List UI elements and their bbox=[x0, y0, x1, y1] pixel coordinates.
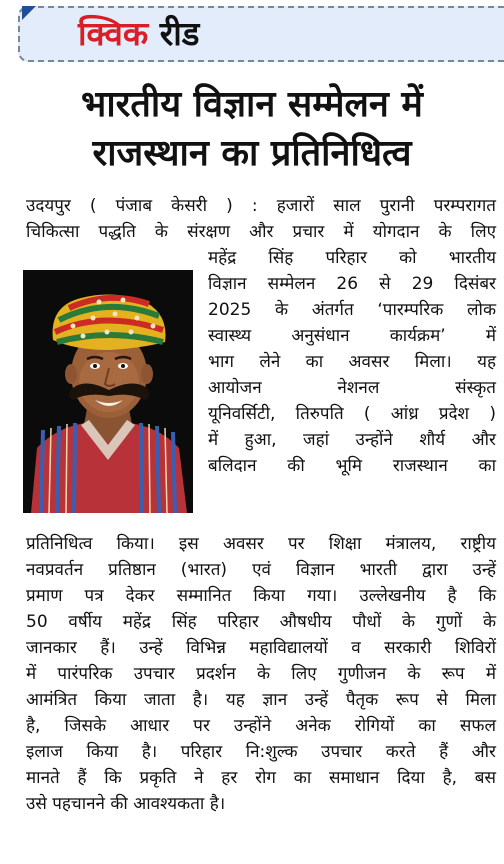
article-column-beside-photo bbox=[208, 245, 496, 479]
text-line: जानकार हैं। उन्हें विभिन्न महाविद्यालयों व सरकारी शिविरों bbox=[26, 638, 496, 658]
text-line: है, जिसके आधार पर उन्होंने अनेक रोगियों का सफल bbox=[26, 716, 496, 736]
headline-line-2: राजस्थान का प्रतिनिधित्व bbox=[92, 133, 412, 174]
section-tag-red: क्विक bbox=[78, 14, 149, 53]
text-line: में हुआ, जहां उन्होंने शौर्य और bbox=[208, 430, 496, 450]
portrait-photo bbox=[23, 270, 193, 513]
text-line: चिकित्सा पद्धति के संरक्षण और प्रचार में योगदान के लिए bbox=[26, 222, 496, 242]
headline bbox=[0, 80, 504, 178]
portrait-illustration bbox=[23, 270, 193, 513]
text-line: 2025 के अंतर्गत ‘पारम्परिक लोक bbox=[208, 300, 496, 320]
text-line: यूनिवर्सिटी, तिरुपति ( आंध्र प्रदेश ) bbox=[208, 404, 496, 424]
text-line: भाग लेने का अवसर मिला। यह bbox=[208, 352, 496, 372]
article-intro bbox=[26, 193, 496, 245]
text-line: मानते हैं कि प्रकृति ने हर रोग का समाधान दिया है, बस bbox=[26, 768, 496, 788]
text-line: बलिदान की भूमि राजस्थान का bbox=[208, 456, 496, 476]
text-line: में पारंपरिक उपचार प्रदर्शन के लिए गुणीजन के रूप में bbox=[26, 664, 496, 684]
text-line: इलाज किया है। परिहार नि:शुल्क उपचार करते हैं और bbox=[26, 742, 496, 762]
text-line: महेंद्र सिंह परिहार को भारतीय bbox=[208, 248, 496, 268]
text-line: 50 वर्षीय महेंद्र सिंह परिहार औषधीय पौधों के गुणों के bbox=[26, 612, 496, 632]
text-line: प्रतिनिधित्व किया। इस अवसर पर शिक्षा मंत्रालय, राष्ट्रीय bbox=[26, 534, 496, 554]
text-line: प्रमाण पत्र देकर सम्मानित किया गया। उल्लेखनीय है कि bbox=[26, 586, 496, 606]
text-line: नवप्रवर्तन प्रतिष्ठान (भारत) एवं विज्ञान भारती द्वारा उन्हें bbox=[26, 560, 496, 580]
section-tag bbox=[78, 10, 199, 58]
text-line: आमंत्रित किया जाता है। यह ज्ञान उन्हें पैतृक रूप से मिला bbox=[26, 690, 496, 710]
text-line: स्वास्थ्य अनुसंधान कार्यक्रम’ में bbox=[208, 326, 496, 346]
banner-corner-mark bbox=[22, 6, 36, 20]
text-line: आयोजन नेशनल संस्कृत bbox=[208, 378, 496, 398]
article-body bbox=[26, 531, 496, 817]
text-line: विज्ञान सम्मेलन 26 से 29 दिसंबर bbox=[208, 274, 496, 294]
text-line: उसे पहचानने की आवश्यकता है। bbox=[26, 794, 226, 814]
headline-line-1: भारतीय विज्ञान सम्मेलन में bbox=[81, 84, 423, 125]
text-line: उदयपुर ( पंजाब केसरी ) : हजारों साल पुरानी परम्परागत bbox=[26, 196, 496, 216]
section-tag-black: रीड bbox=[159, 14, 200, 53]
